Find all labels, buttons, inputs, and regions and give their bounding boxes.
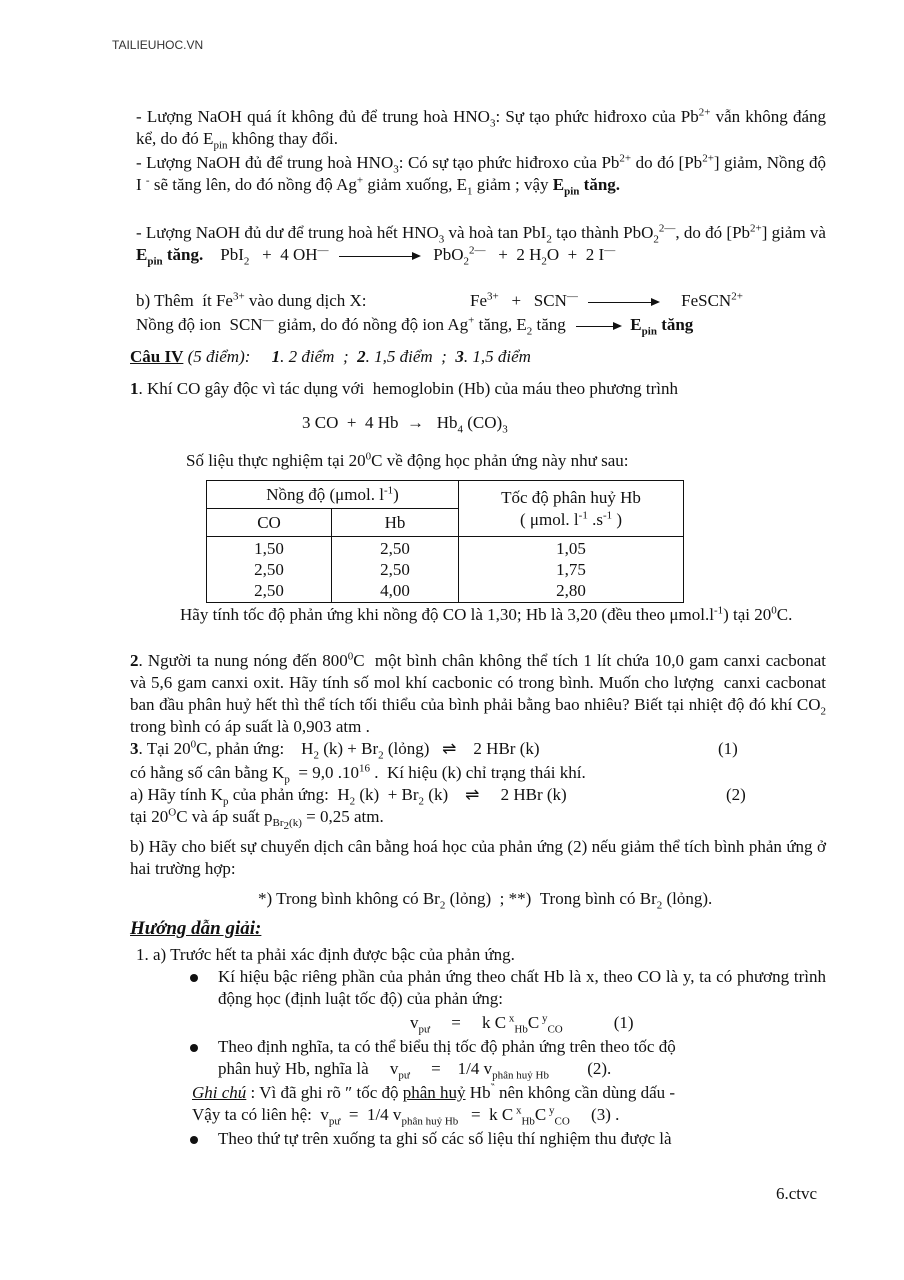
header-co: CO [207,509,332,537]
q3-line4: tại $20^OC$ và áp suất $p_{Br_2(k)} = 0,25$ atm. [130,806,384,833]
solution-bullet2-line2: phân huỷ Hb, nghĩa là $v_{pư}$ = 1/4 $v_{phân huỷ Hb}$ (2). [218,1059,612,1082]
q3-line1: 3. Tại $20^0C$, phản ứng: $H_2$ $(k) + Br_2$ (lỏng) ⇌ 2 HBr (k) [130,738,540,762]
relation: Vậy ta có liên hệ: $v_{pư} = 1/4$ $v_{phân huỷ Hb} = k$ C $^x_{Hb}$C $^y_{CO}$ (3) . [192,1104,620,1128]
bullet-1-icon [190,974,198,982]
question-4-heading: Câu IV (5 điểm): 1. 2 điểm ; 2. 1,5 điểm ; 3. 1,5 điểm [130,347,531,366]
bullet-3-icon [190,1136,198,1144]
note: Ghi chú : Vì đã ghi rõ ″ tốc độ phân huỷ Hb‶ nên không cần dùng dấu - [192,1082,676,1102]
formula-1: $v_{pư}$ = k C $^x_{Hb}$C $^y_{CO}$ (1) [410,1012,634,1036]
para-naoh-too-little: - Lượng NaOH quá ít không đủ để trung hoà $HNO_3$: Sự tạo phức hiđroxo của $Pb^{2+}$ vẫn không đáng kể, do đó $E_{pin}$ không thay đổi. [136,106,826,152]
q1-text: 1. Khí CO gây độc vì tác dụng với hemoglobin (Hb) của máu theo phương trình [130,379,678,398]
header-hb: Hb [332,509,459,537]
q3-line2: có hằng số cân bằng $K_p = 9,0$ $.10^{16}$ . Kí hiệu (k) chỉ trạng thái khí. [130,762,586,786]
q3-line3: a) Hãy tính $K_p$ của phản ứng: $H_2$ $(k) + Br_2$ (k) ⇌ 2 HBr (k) [130,785,567,808]
col-co-values: 1,50 2,50 2,50 [207,537,332,603]
solution-bullet3: Theo thứ tự trên xuống ta ghi số các số liệu thí nghiệm thu được là [218,1129,672,1148]
q3-line5: b) Hãy cho biết sự chuyển dịch cân bằng hoá học của phản ứng (2) nếu giảm thể tích bình phản ứng ở hai trường hợp: [130,837,826,878]
site-header: TAILIEUHOC.VN [112,38,204,52]
q1-equation: 3 CO + 4 $Hb \to Hb_4$ $(CO)_3$ [302,413,508,436]
page-number: 6.ctvc [776,1184,818,1203]
header-rate: Tốc độ phân huỷ Hb ( μmol. $l^{-1}$ $.s^{-1}$ ) [459,481,684,537]
part-b-equation: $Fe^{3+} + SCN^—$ FeSCN$^{2+}$ [470,290,743,310]
q1-ask: Hãy tính tốc độ phản ứng khi nồng độ CO là 1,30; Hb là 3,20 (đều theo $\mu mol.l^{-1}$) tại $20^0C$. [180,604,793,624]
kinetics-table [206,480,684,603]
q2-text: 2. Người ta nung nóng đến $800^0C$ một bình chân không thể tích 1 lít chứa 10,0 gam canxi cacbonat và 5,6 gam canxi oxit. Hãy tính số mol khí cacbonic có trong bình. Muốn cho lượng canxi cacbonat ban đầu phân huỷ hết thì thể tích tối thiểu của bình phải bằng bao nhiêu? Biết tại nhiệt độ đó khí $CO_2$ trong bình có áp suất là 0,903 atm . [130,650,826,736]
para-naoh-excess: - Lượng NaOH đủ dư để trung hoà hết $HNO_3$ và hoà tan PbI$_2$ tạo thành PbO$_2^{2—}$, do đó $[Pb^{2+}]$ giảm và $E_{pin}$ tăng. PbI$_2$ + 4 OH— PbO$_2^{2—}$ + 2 $H_2O + 2$ I— [136,222,826,268]
solution-bullet1: Kí hiệu bậc riêng phần của phản ứng theo chất Hb là x, theo CO là y, ta có phương trình động học (định luật tốc độ) của phản ứng: [218,967,826,1008]
q3-eq2-number: (2) [726,785,746,804]
q1-intro: Số liệu thực nghiệm tại $20^0C$ về động học phản ứng này như sau: [186,450,629,470]
para-naoh-enough: - Lượng NaOH đủ để trung hoà $HNO_3$: Có sự tạo phức hiđroxo của $Pb^{2+}$ do đó $[Pb^{2+}]$ giảm, Nồng độ I - sẽ tăng lên, do đó nồng độ Ag+ giảm xuống, $E_1$ giảm ; vậy $E_{pin}$ tăng. [136,152,827,198]
part-b-line1: b) Thêm ít $Fe^{3+}$ vào dung dịch X: [136,290,367,310]
solution-bullet2-line1: Theo định nghĩa, ta có thể biểu thị tốc độ phản ứng trên theo tốc độ [218,1037,676,1056]
solution-title: Hướng dẫn giải: [130,918,262,939]
q3-eq1-number: (1) [718,739,738,758]
header-concentration: Nồng độ (μmol. $l^{-1}$) [207,481,459,509]
col-rate-values: 1,05 1,75 2,80 [459,537,684,603]
q3-line6: *) Trong bình không có $Br_2$ (lỏng) ; **) Trong bình có $Br_2$ (lỏng). [258,889,713,912]
bullet-2-icon [190,1044,198,1052]
col-hb-values: 2,50 2,50 4,00 [332,537,459,603]
part-b-line2: Nồng độ ion SCN— giảm, do đó nồng độ ion Ag+ tăng, $E_2$ tăng $E_{pin}$ tăng [136,314,694,338]
solution-step1: 1. a) Trước hết ta phải xác định được bậc của phản ứng. [136,945,515,964]
